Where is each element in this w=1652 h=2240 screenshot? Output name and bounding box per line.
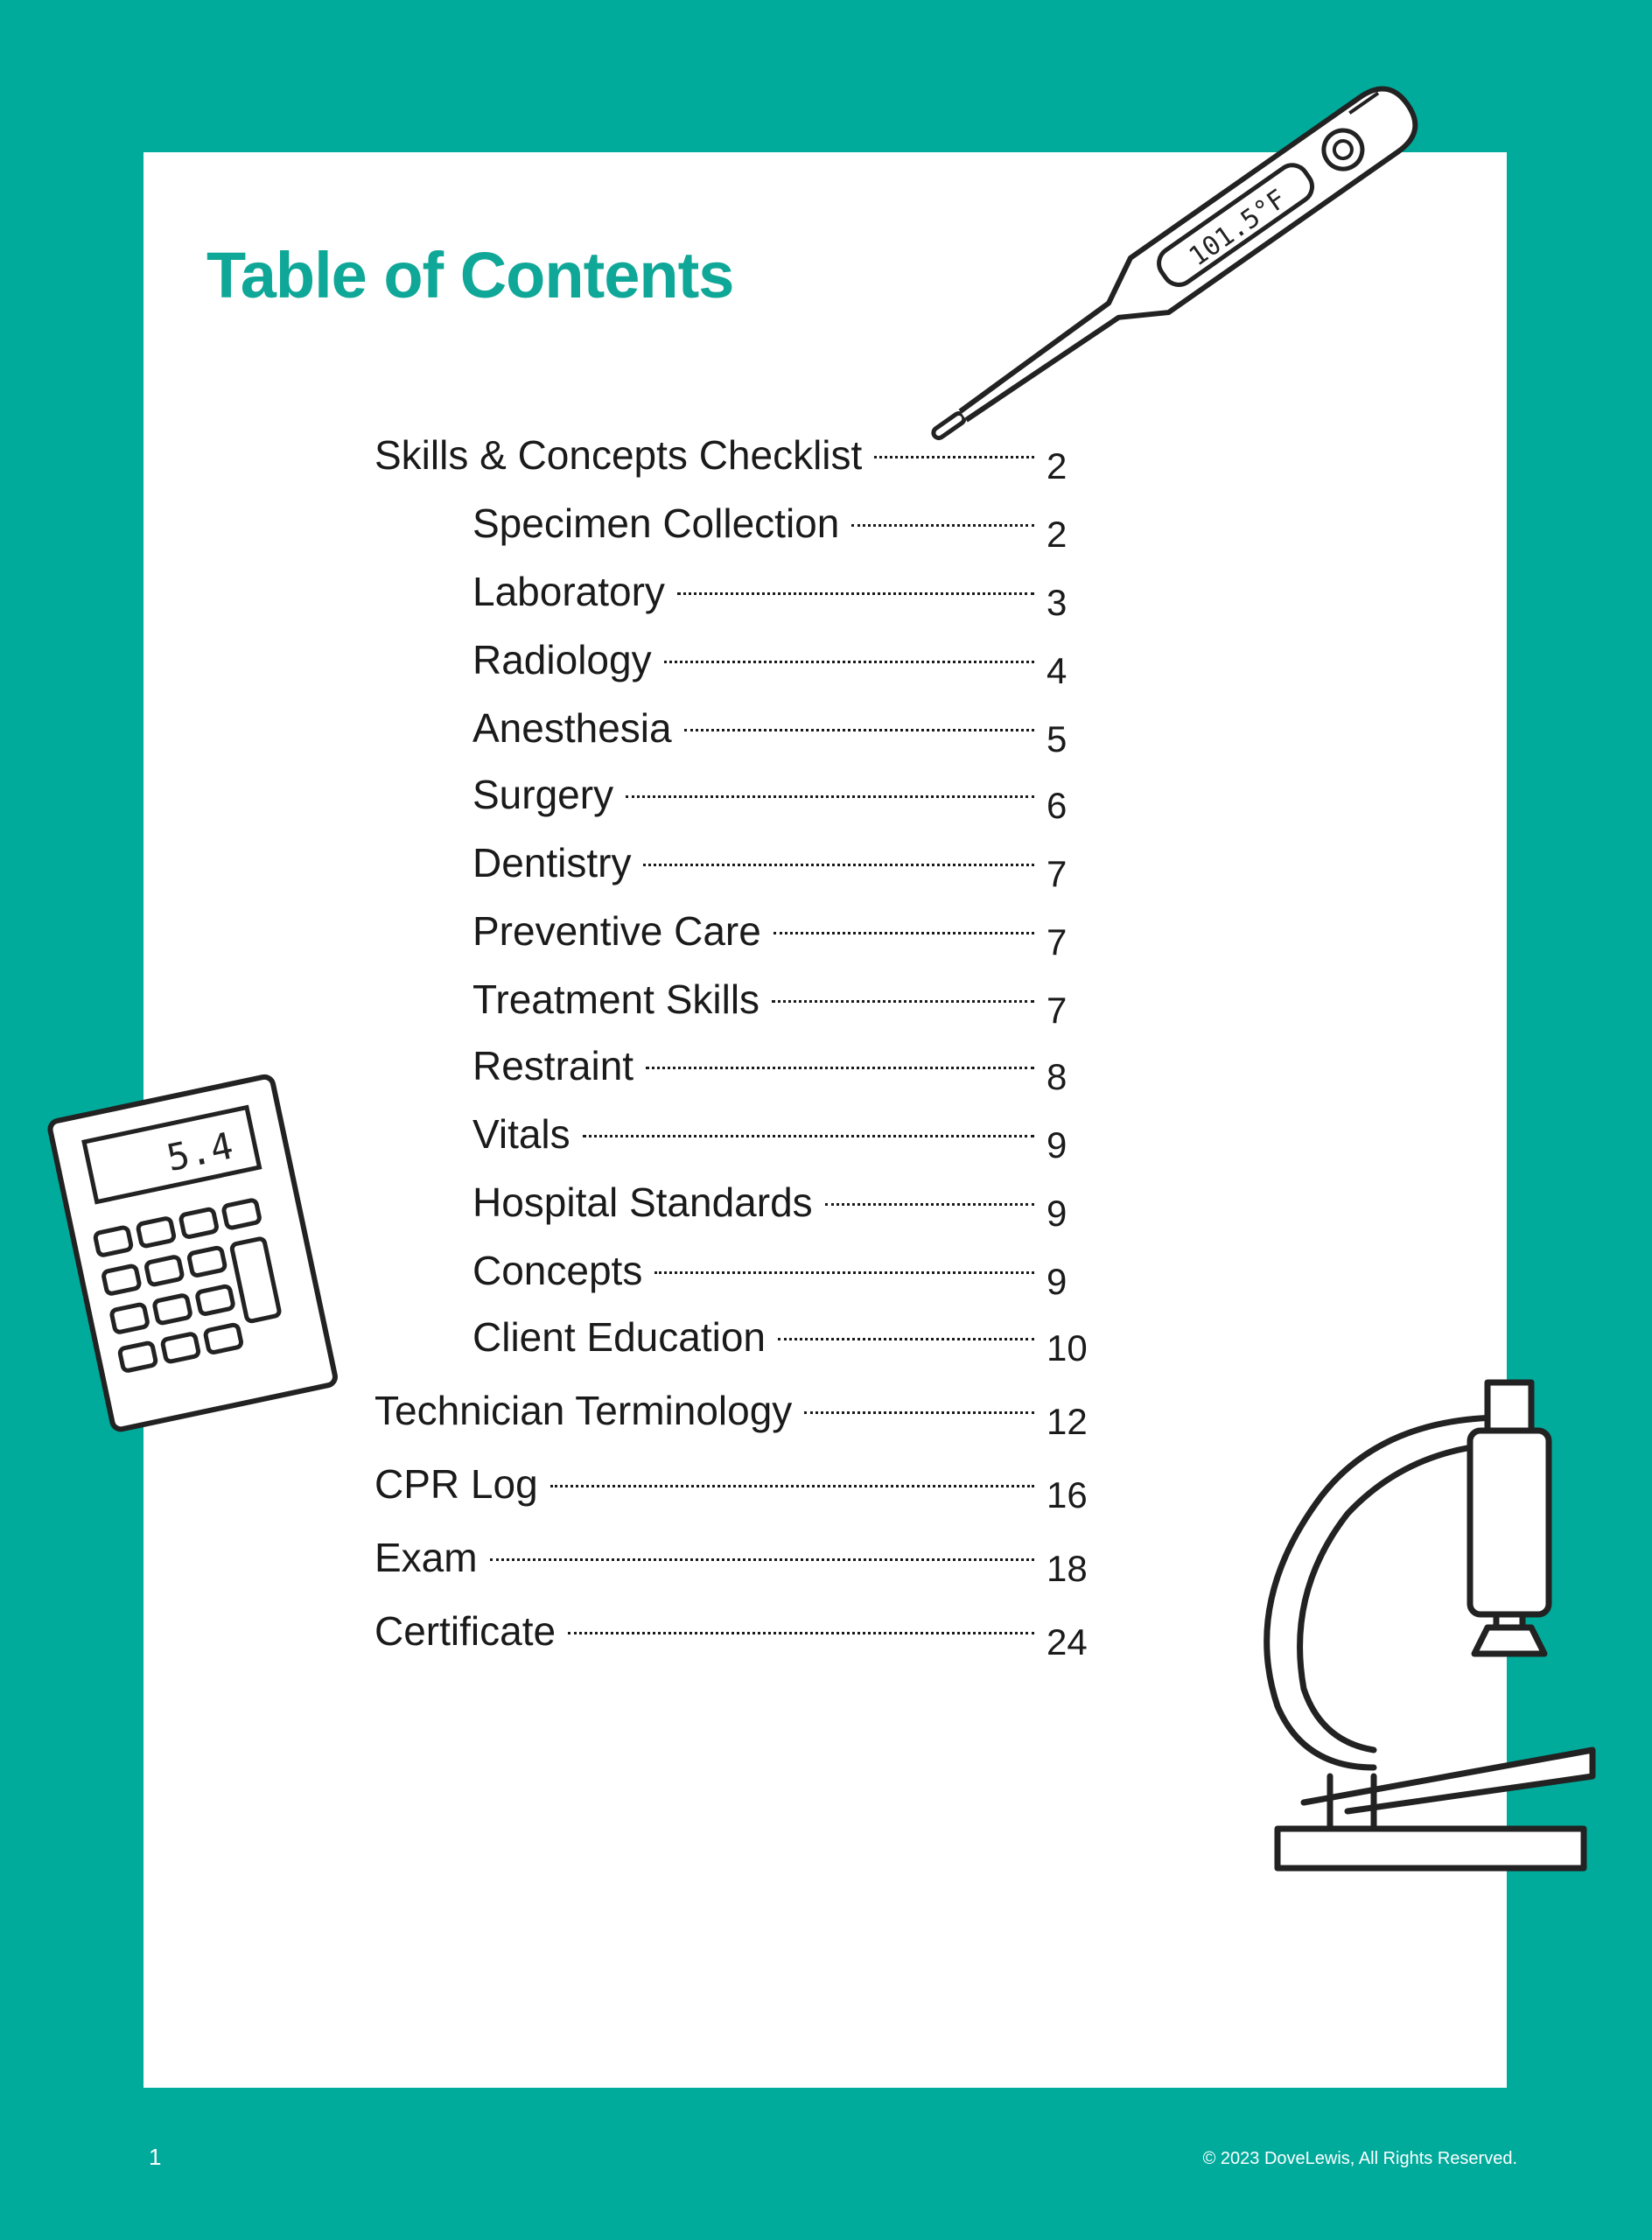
toc-entry-page: 4	[1046, 649, 1068, 691]
toc-entry-concepts[interactable]	[472, 1234, 1096, 1302]
thermometer-icon	[928, 88, 1452, 455]
toc-entry-label: Laboratory	[472, 568, 665, 614]
toc-entry-label: Radiology	[472, 636, 652, 682]
toc-entry-exam[interactable]	[374, 1521, 1096, 1589]
toc-entry-page: 2	[1046, 513, 1068, 555]
toc-entry-label: Dentistry	[472, 839, 632, 886]
thermometer-reading: 101.5°F	[1183, 184, 1292, 273]
toc-entry-page: 12	[1046, 1400, 1088, 1442]
toc-entry-label: Exam	[374, 1534, 478, 1580]
toc-entry-label: Preventive Care	[472, 907, 761, 954]
toc-entry-dentistry[interactable]	[472, 826, 1096, 894]
toc-leader-dots	[825, 1203, 1034, 1206]
toc-entry-surgery[interactable]	[472, 758, 1096, 826]
toc-entry-label: Technician Terminology	[374, 1387, 793, 1433]
toc-entry-page: 6	[1046, 784, 1068, 826]
toc-entry-label: Specimen Collection	[472, 500, 840, 546]
toc-entry-label: Certificate	[374, 1607, 556, 1654]
toc-entry-page: 7	[1046, 989, 1068, 1031]
toc-entry-cpr-log[interactable]	[374, 1447, 1096, 1516]
toc-leader-dots	[874, 456, 1034, 458]
toc-entry-page: 2	[1046, 444, 1068, 486]
page-title: Table of Contents	[206, 239, 734, 312]
toc-entry-client-education[interactable]	[472, 1300, 1096, 1368]
toc-leader-dots	[550, 1485, 1034, 1488]
toc-entry-restraint[interactable]	[472, 1029, 1096, 1097]
toc-entry-treatment-skills[interactable]	[472, 962, 1096, 1031]
toc-leader-dots	[677, 592, 1034, 595]
toc-entry-label: Client Education	[472, 1313, 766, 1360]
toc-entry-preventive-care[interactable]	[472, 894, 1096, 962]
toc-entry-laboratory[interactable]	[472, 555, 1096, 623]
toc-leader-dots	[664, 661, 1034, 663]
toc-entry-page: 8	[1046, 1055, 1068, 1097]
toc-entry-page: 7	[1046, 920, 1068, 962]
toc-entry-label: Concepts	[472, 1247, 643, 1293]
toc-entry-radiology[interactable]	[472, 623, 1096, 691]
toc-entry-label: Vitals	[472, 1110, 570, 1157]
page-number: 1	[149, 2144, 162, 2170]
toc-entry-page: 9	[1046, 1124, 1068, 1166]
toc-entry-technician-terminology[interactable]	[374, 1374, 1096, 1442]
toc-entry-page: 24	[1046, 1620, 1088, 1662]
toc-entry-page: 7	[1046, 852, 1068, 894]
toc-leader-dots	[654, 1271, 1034, 1274]
toc-leader-dots	[643, 864, 1034, 866]
toc-leader-dots	[851, 524, 1034, 527]
toc-entry-page: 5	[1046, 718, 1068, 760]
toc-entry-certificate[interactable]	[374, 1594, 1096, 1662]
toc-entry-skills-concepts-checklist[interactable]	[374, 418, 1096, 486]
toc-leader-dots	[626, 795, 1034, 798]
calculator-icon	[52, 1068, 350, 1435]
toc-entry-label: Hospital Standards	[472, 1179, 813, 1225]
toc-entry-page: 18	[1046, 1547, 1088, 1589]
toc-leader-dots	[774, 932, 1034, 934]
toc-entry-vitals[interactable]	[472, 1097, 1096, 1166]
toc-leader-dots	[490, 1558, 1034, 1561]
toc-entry-label: Anesthesia	[472, 704, 672, 751]
toc-entry-page: 10	[1046, 1326, 1088, 1368]
toc-leader-dots	[583, 1135, 1034, 1138]
calculator-display: 5.4	[163, 1124, 237, 1180]
toc-leader-dots	[684, 729, 1034, 732]
toc-leader-dots	[772, 1000, 1034, 1003]
toc-leader-dots	[778, 1338, 1034, 1340]
toc-leader-dots	[804, 1411, 1034, 1414]
toc-entry-page: 16	[1046, 1474, 1088, 1516]
toc-entry-page: 9	[1046, 1260, 1068, 1302]
toc-entry-label: Restraint	[472, 1042, 634, 1088]
toc-entry-page: 9	[1046, 1192, 1068, 1234]
toc-entry-label: Surgery	[472, 771, 614, 817]
toc-entry-hospital-standards[interactable]	[472, 1166, 1096, 1234]
toc-leader-dots	[568, 1632, 1034, 1634]
toc-entry-label: Treatment Skills	[472, 976, 760, 1022]
toc-entry-label: Skills & Concepts Checklist	[374, 431, 863, 478]
microscope-icon	[1242, 1365, 1610, 1890]
toc-entry-specimen-collection[interactable]	[472, 486, 1096, 555]
copyright-notice: © 2023 DoveLewis, All Rights Reserved.	[1202, 2149, 1517, 2168]
toc-entry-page: 3	[1046, 581, 1068, 623]
toc-entry-label: CPR Log	[374, 1460, 538, 1507]
toc-entry-anesthesia[interactable]	[472, 691, 1096, 760]
toc-leader-dots	[646, 1067, 1034, 1069]
